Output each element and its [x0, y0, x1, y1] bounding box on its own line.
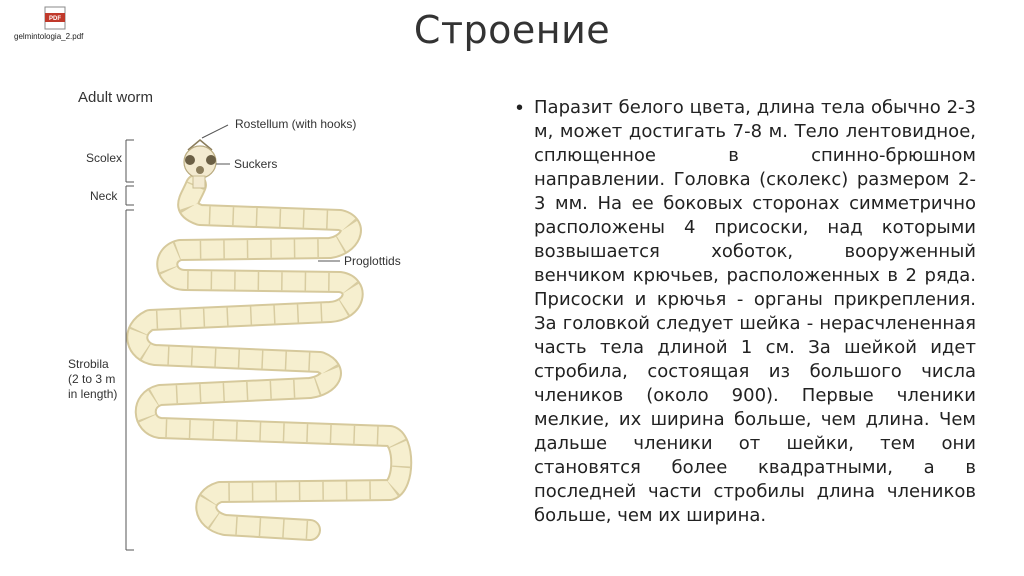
bullet-dot-icon: •	[516, 97, 524, 119]
description-paragraph: Паразит белого цвета, длина тела обычно 2-3 м, может достигать 7-8 м. Тело лентовидное, сплющенное в спинно-брюшном направлении. Головка (сколекс) размером 2-3 мм. На ее боковых сторонах симметрично расположены 4 присоски, над которыми возвышается хоботок, вооруженный венчиком крючьев, расположенных в 2 ряда. Присоски и крючья - органы прикрепления. За головкой следует шейка - нерасчлененная часть тела длиной 1 см. За шейкой идет стробила, состоящая из большого числа члеников (около 900). Первые членики мелкие, их ширина больше, чем длина. Чем дальше членики от шейки, тем они становятся более квадратными, а в последней части стробилы длина члеников больше, чем их ширина.	[534, 97, 976, 526]
label-neck: Neck	[90, 189, 118, 203]
label-scolex: Scolex	[86, 151, 123, 165]
worm-body	[137, 185, 401, 530]
label-strobila-length-2: in length)	[68, 387, 118, 401]
file-name[interactable]: gelmintologia_2.pdf	[14, 32, 84, 41]
diagram-title: Adult worm	[78, 89, 154, 106]
label-strobila: Strobila	[68, 357, 109, 371]
label-rostellum: Rostellum (with hooks)	[235, 117, 357, 131]
label-strobila-length-1: (2 to 3 m	[68, 372, 116, 386]
slide-title: Строение	[413, 8, 611, 52]
description-block	[516, 96, 976, 528]
pdf-icon-label: PDF	[49, 16, 61, 22]
tapeworm-diagram	[60, 80, 420, 560]
bullet-item	[516, 96, 976, 528]
label-proglottids: Proglottids	[344, 254, 401, 268]
label-suckers: Suckers	[234, 157, 278, 171]
